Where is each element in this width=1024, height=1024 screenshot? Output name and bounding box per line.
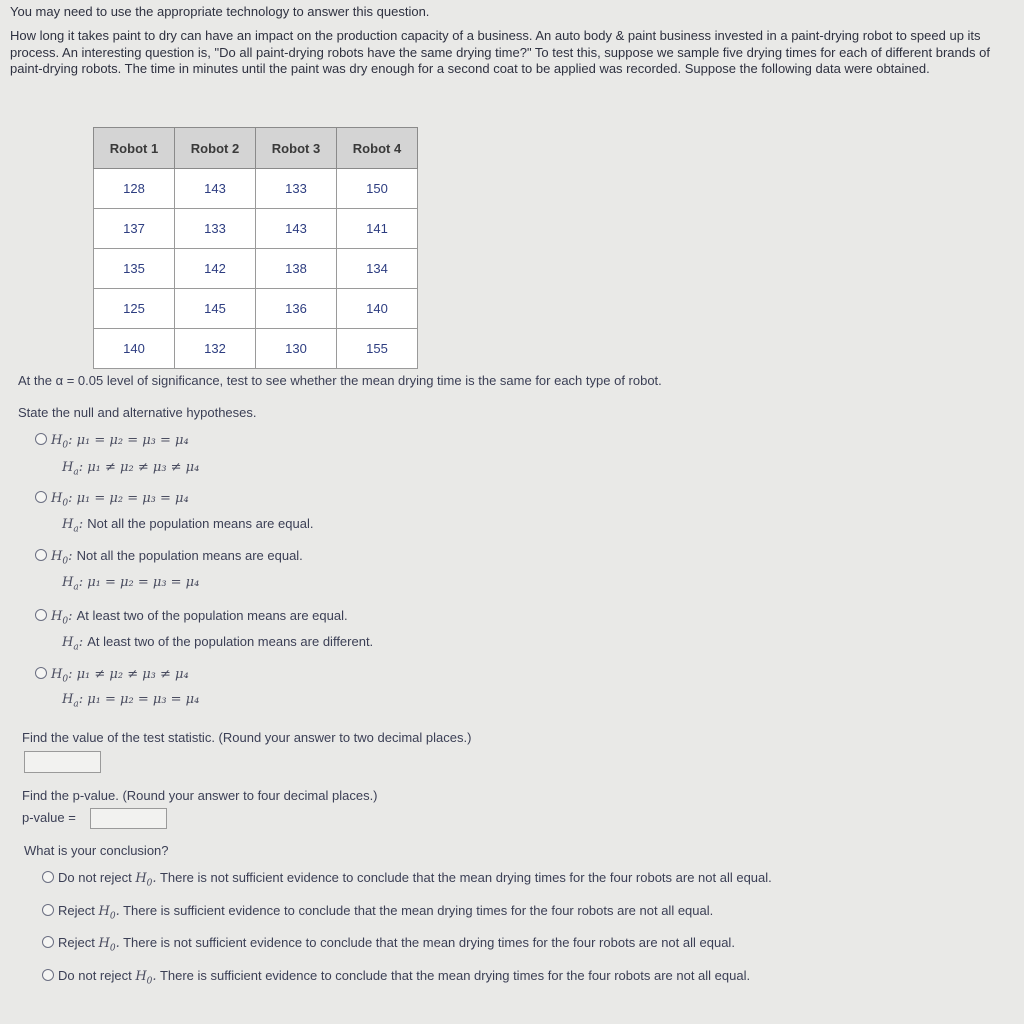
option-3-ha: μ₁ = μ₂ = μ₃ = μ₄: [87, 575, 200, 590]
pvalue-label: p-value =: [22, 810, 76, 825]
radio-button[interactable]: [42, 969, 54, 981]
table-cell: 155: [337, 329, 418, 369]
alpha-text: At the α = 0.05 level of significance, test to see whether the mean drying time is the same for each type of robot.: [18, 373, 662, 388]
pvalue-prompt: Find the p-value. (Round your answer to four decimal places.): [22, 788, 378, 803]
option-3-h0: Not all the population means are equal.: [76, 548, 303, 563]
table-row: [94, 289, 418, 329]
table-cell: 143: [175, 169, 256, 209]
table-row: [94, 169, 418, 209]
table-cell: 136: [256, 289, 337, 329]
table-cell: 150: [337, 169, 418, 209]
header-robot-1: Robot 1: [94, 128, 175, 169]
conclusion-option-2[interactable]: Reject $H_0$. There is sufficient evidence to conclude that the mean drying times for the four robots are not all equal.: [42, 903, 713, 922]
radio-button[interactable]: [35, 491, 47, 503]
option-1-h0: μ₁ = μ₂ = μ₃ = μ₄: [76, 433, 189, 448]
option-5-h0: μ₁ ≠ μ₂ ≠ μ₃ ≠ μ₄: [76, 667, 189, 682]
option-2-h0: μ₁ = μ₂ = μ₃ = μ₄: [76, 491, 189, 506]
table-cell: 138: [256, 249, 337, 289]
option-3-ha-line: $H_a$: μ₁ = μ₂ = μ₃ = μ₄: [62, 575, 200, 593]
table-cell: 125: [94, 289, 175, 329]
table-cell: 132: [175, 329, 256, 369]
table-cell: 145: [175, 289, 256, 329]
pvalue-input[interactable]: [90, 808, 167, 829]
problem-paragraph: How long it takes paint to dry can have an impact on the production capacity of a business. An auto body & paint business invested in a paint-drying robot to speed up its process. An interesting question is, "Do all paint-drying robots have the same drying time?" To test this, suppose we sample five drying times for each of different brands of paint-drying robots. The time in minutes until the paint was dry enough for a second coat to be applied was recorded. Suppose the following data were obtained.: [10, 28, 990, 76]
table-row: [94, 329, 418, 369]
radio-button[interactable]: [42, 904, 54, 916]
option-4-ha: At least two of the population means are different.: [87, 634, 374, 649]
option-4-ha-line: $H_a$: At least two of the population means are different.: [62, 634, 374, 653]
table-cell: 141: [337, 209, 418, 249]
intro-text: You may need to use the appropriate technology to answer this question.: [10, 4, 430, 19]
option-2-ha: Not all the population means are equal.: [87, 516, 314, 531]
radio-button[interactable]: [35, 433, 47, 445]
conclusion-prompt: What is your conclusion?: [24, 843, 169, 858]
radio-button[interactable]: [35, 609, 47, 621]
hypothesis-option-1[interactable]: $H_0$: μ₁ = μ₂ = μ₃ = μ₄: [35, 432, 189, 451]
radio-button[interactable]: [35, 549, 47, 561]
table-row: [94, 249, 418, 289]
table-cell: 143: [256, 209, 337, 249]
conclusion-option-4[interactable]: Do not reject $H_0$. There is sufficient evidence to conclude that the mean drying times for the four robots are not all equal.: [42, 968, 750, 987]
hypothesis-option-3[interactable]: $H_0$: Not all the population means are equal.: [35, 548, 303, 567]
table-cell: 137: [94, 209, 175, 249]
table-cell: 133: [256, 169, 337, 209]
option-5-ha-line: $H_a$: μ₁ = μ₂ = μ₃ = μ₄: [62, 692, 200, 710]
test-statistic-prompt: Find the value of the test statistic. (Round your answer to two decimal places.): [22, 730, 472, 745]
option-4-h0: At least two of the population means are equal.: [76, 608, 348, 623]
radio-button[interactable]: [42, 936, 54, 948]
table-header-row: [94, 128, 418, 169]
conclusion-option-3[interactable]: Reject $H_0$. There is not sufficient evidence to conclude that the mean drying times for the four robots are not all equal.: [42, 935, 735, 954]
conclusion-option-1[interactable]: Do not reject $H_0$. There is not sufficient evidence to conclude that the mean drying times for the four robots are not all equal.: [42, 870, 772, 889]
header-robot-3: Robot 3: [256, 128, 337, 169]
table-cell: 134: [337, 249, 418, 289]
hypothesis-option-4[interactable]: $H_0$: At least two of the population means are equal.: [35, 608, 348, 627]
radio-button[interactable]: [42, 871, 54, 883]
table-cell: 140: [337, 289, 418, 329]
test-statistic-input[interactable]: [24, 751, 101, 773]
hypothesis-option-2[interactable]: $H_0$: μ₁ = μ₂ = μ₃ = μ₄: [35, 490, 189, 509]
header-robot-4: Robot 4: [337, 128, 418, 169]
option-5-ha: μ₁ = μ₂ = μ₃ = μ₄: [87, 692, 200, 707]
data-table: [93, 127, 418, 369]
option-2-ha-line: $H_a$: Not all the population means are equal.: [62, 516, 314, 535]
table-cell: 130: [256, 329, 337, 369]
table-cell: 140: [94, 329, 175, 369]
header-robot-2: Robot 2: [175, 128, 256, 169]
table-cell: 135: [94, 249, 175, 289]
table-cell: 142: [175, 249, 256, 289]
table-cell: 128: [94, 169, 175, 209]
option-1-ha-line: $H_a$: μ₁ ≠ μ₂ ≠ μ₃ ≠ μ₄: [62, 460, 200, 478]
radio-button[interactable]: [35, 667, 47, 679]
table-row: [94, 209, 418, 249]
hypothesis-option-5[interactable]: $H_0$: μ₁ ≠ μ₂ ≠ μ₃ ≠ μ₄: [35, 666, 189, 685]
table-cell: 133: [175, 209, 256, 249]
hypotheses-prompt: State the null and alternative hypotheses.: [18, 405, 257, 420]
option-1-ha: μ₁ ≠ μ₂ ≠ μ₃ ≠ μ₄: [87, 460, 200, 475]
